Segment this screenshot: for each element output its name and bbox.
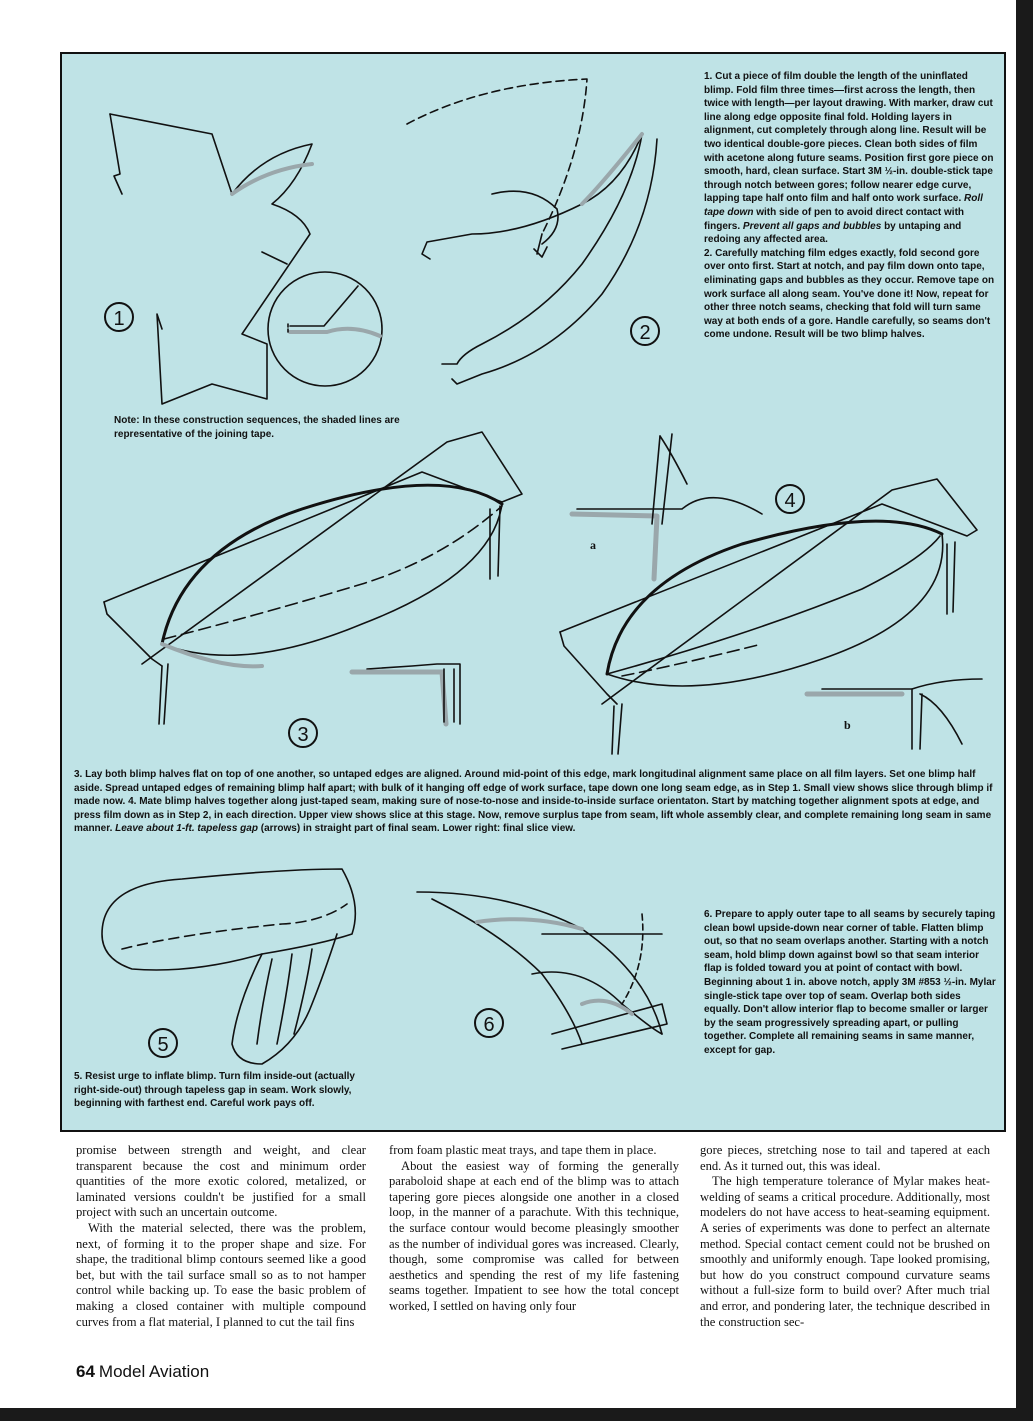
step-1-emphasis-gaps: Prevent all gaps and bubbles bbox=[742, 220, 882, 232]
step4-mated-halves-illustration bbox=[560, 434, 982, 754]
step3-table-blimp-illustration bbox=[104, 432, 522, 724]
step-6-text: 6. Prepare to apply outer tape to all seams by securely taping clean bowl upside-down near corner of table. Flatten blimp out, so that no seam overlaps another. Starting with a notch seam, hold blimp down against bowl so that seam interior flap is folded toward you at point of contact with bowl. Beginning about 1 in. above notch, apply 3M #853 ½-in. Mylar single-stick tape over top of seam. Overlap both sides equally. Don't allow interior flap to become smaller or larger by the seam progressively spreading apart, or pulling together. Complete all remaining seams in same manner, except for gap. bbox=[704, 909, 996, 1056]
step2-fold-gore-illustration bbox=[407, 79, 657, 384]
step-1-emphasis-roll: Roll tape down bbox=[704, 193, 983, 218]
col2-para-1: from foam plastic meat trays, and tape them in place. bbox=[389, 1143, 657, 1157]
step-1-lead: 1. Cut a piece of film double the length of the uninflated blimp. Fold film three times—first across the length, then twice with length—per layout drawing. With marker, draw cut line along edge opposite final fold. Holding layers in alignment, cut completely through along line. Result will be two identical double-gore pieces. Clean both sides of film with acetone along future seams. Position first gore piece on smooth, hard, clean surface. Start 3M ½-in. double-stick tape through notch between gores; follow nearer edge curve, lapping tape half onto film and half onto work surface. bbox=[704, 71, 994, 205]
step-3-4-lead: 3. Lay both blimp halves flat on top of one another, so untaped edges are aligned. Around mid-point of this edge, mark longitudinal alignment same place on all film layers. Set one blimp half aside. Spread untaped edges of remaining blimp half apart; with bulk of it hanging off edge of work surface, tape down one long seam edge, as in Step 1. Small view shows slice through blimp if made now. 4. Mate blimp halves together along just-taped seam, making sure of nose-to-nose and inside-to-inside surface orientaton. Start by matching together alignment spots at edge, and press film down as in Step 2, in each direction. Upper view shows slice at this stage. Now, remove surplus tape from seam, lift whole assembly clear, and complete remaining long seam in same manner. bbox=[74, 769, 993, 835]
body-column-3 bbox=[700, 1143, 990, 1330]
step-5-number: 5 bbox=[148, 1028, 178, 1058]
step-2-text: 2. Carefully matching film edges exactly, fold second gore over onto first. Start at notch, and pay film down onto tape, eliminating gaps and bubbles as they occur. Remove tape on work surface all along seam. You've done it! Now, repeat for other three notch seams, checking that fold will turn same way at both ends of a gore. Handle carefully, so seams don't come undone. Result will be two blimp halves. bbox=[704, 247, 995, 341]
magazine-title: Model Aviation bbox=[98, 1362, 210, 1381]
step5-inside-out-illustration bbox=[102, 869, 355, 1064]
step-1-mid: with side of pen to avoid direct contact with fingers. bbox=[704, 206, 965, 232]
step-4-end: (arrows) in straight part of final seam. Lower right: final slice view. bbox=[260, 823, 576, 835]
step-3-number: 3 bbox=[288, 718, 318, 748]
page-folio bbox=[76, 1362, 209, 1382]
page-number: 64 bbox=[76, 1362, 95, 1381]
construction-sequence-panel bbox=[60, 52, 1006, 1132]
col1-para-1: promise between strength and weight, and clear transparent because the cost and minimum order quantities of the more exotic colored, metalized, or laminated versions couldn't be justified for a small project with such an uncertain outcome. bbox=[76, 1143, 366, 1220]
col2-para-2: About the easiest way of forming the generally paraboloid shape at each end of the blimp was to attach tapering gore pieces alongside one another in a closed loop, in the manner of a parachute. With this technique, the surface contour would become pleasingly smoother as the number of individual gores was increased. Clearly, though, some compromise was called for between aesthetics and spending the rest of my life fastening seams together. Impatient to see how the total concept worked, I settled on having only four bbox=[389, 1158, 679, 1313]
steps-1-2-text bbox=[704, 70, 996, 342]
slice-label-a: a bbox=[590, 538, 596, 552]
step-5-text: 5. Resist urge to inflate blimp. Turn film inside-out (actually right-side-out) through tapeless gap in seam. Work slowly, beginning with farthest end. Careful work pays off. bbox=[74, 1071, 355, 1110]
body-column-2 bbox=[389, 1143, 679, 1315]
step-2-number: 2 bbox=[630, 316, 660, 346]
col3-para-2: The high temperature tolerance of Mylar makes heat-welding of seams a critical procedure. Additionally, most modelers do not have access to heat-seaming equipment. A series of experiments was done to perfect an alternate method. Special contact cement could not be brushed on smoothly and uniformly enough. Tape looked promising, but how do you construct compound curvature seams without a full-size form to build over? After much trial and error, and pondering later, the technique described in the construction sec- bbox=[700, 1174, 990, 1329]
col3-para-1: gore pieces, stretching nose to tail and tapered at each end. As it turned out, this was ideal. bbox=[700, 1143, 990, 1173]
shaded-lines-note: Note: In these construction sequences, the shaded lines are representative of the joining tape. bbox=[114, 415, 400, 440]
step-6-number: 6 bbox=[474, 1008, 504, 1038]
body-column-1 bbox=[76, 1143, 366, 1330]
step-1-number: 1 bbox=[104, 302, 134, 332]
slice-label-b: b bbox=[844, 718, 851, 732]
page-bottom-edge bbox=[0, 1408, 1033, 1421]
steps-3-4-text bbox=[74, 768, 994, 836]
step-4-emphasis-gap: Leave about 1-ft. tapeless gap bbox=[115, 823, 258, 835]
page-edge bbox=[1016, 0, 1033, 1421]
step-1-end: by untaping and redoing any affected area. bbox=[704, 220, 962, 246]
col1-para-2: With the material selected, there was the problem, next, of forming it to the proper shape and size. For shape, the traditional blimp contours seemed like a good bet, but with the tail surface small so as to not hamper control while backing up. To ease the basic problem of making a closed container with multiple compound curves from a flat material, I planned to cut the tail fins bbox=[76, 1220, 366, 1329]
step-4-number: 4 bbox=[775, 484, 805, 514]
step1-folded-film-illustration bbox=[110, 114, 382, 404]
step6-bowl-taping-illustration bbox=[417, 892, 667, 1049]
